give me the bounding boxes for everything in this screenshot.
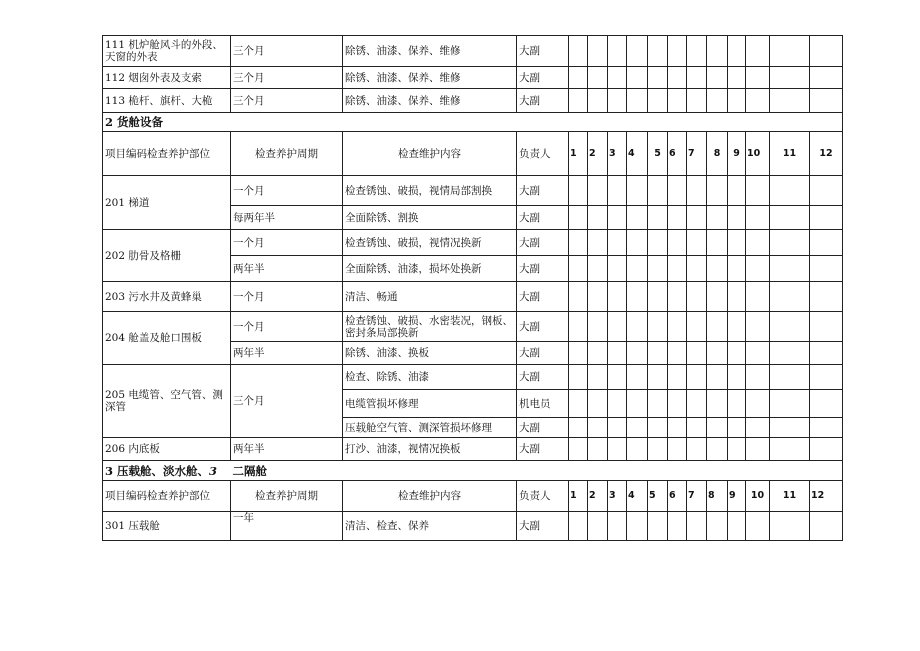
month-cell — [746, 365, 770, 390]
content-cell: 除锈、油漆、保养、维修 — [343, 89, 517, 113]
month-cell — [668, 176, 687, 206]
month-cell — [770, 176, 810, 206]
month-cell — [810, 418, 843, 438]
section-title: 2 货舱设备 — [103, 113, 231, 132]
month-cell — [648, 230, 668, 256]
month-cell — [728, 282, 746, 312]
month-header: 5 — [648, 132, 668, 176]
month-cell — [588, 418, 608, 438]
month-cell — [569, 67, 588, 89]
month-cell — [588, 390, 608, 418]
header-owner: 负责人 — [517, 132, 569, 176]
month-cell — [770, 418, 810, 438]
month-cell — [810, 176, 843, 206]
owner-cell: 大副 — [517, 89, 569, 113]
month-cell — [770, 365, 810, 390]
maintenance-table — [102, 35, 843, 541]
month-cell — [728, 176, 746, 206]
month-cell — [728, 67, 746, 89]
month-cell — [687, 230, 707, 256]
content-cell: 打沙、油漆，视情况换板 — [343, 438, 517, 461]
content-cell: 检查锈蚀、破损，视情况换新 — [343, 230, 517, 256]
month-cell — [770, 89, 810, 113]
section-title-cont: 二隔舱 — [231, 461, 343, 481]
month-cell — [687, 438, 707, 461]
month-cell — [770, 230, 810, 256]
month-cell — [648, 390, 668, 418]
month-cell — [810, 312, 843, 342]
table-row — [103, 67, 843, 89]
item-cell: 206 内底板 — [103, 438, 231, 461]
month-cell — [608, 256, 627, 282]
table-row — [103, 36, 843, 67]
month-cell — [746, 390, 770, 418]
content-cell: 检查锈蚀、破损、水密装况，钢板、密封条局部换新 — [343, 312, 517, 342]
item-cell: 111 机炉舱风斗的外段、天窗的外表 — [103, 36, 231, 67]
month-cell — [627, 438, 648, 461]
month-cell — [770, 256, 810, 282]
month-header: 11 — [770, 132, 810, 176]
month-cell — [608, 418, 627, 438]
month-cell — [707, 230, 728, 256]
month-header: 1 — [569, 481, 588, 512]
month-cell — [810, 256, 843, 282]
month-cell — [668, 67, 687, 89]
period-cell: 一个月 — [231, 230, 343, 256]
month-cell — [746, 418, 770, 438]
month-cell — [746, 206, 770, 230]
owner-cell: 大副 — [517, 342, 569, 365]
month-cell — [668, 282, 687, 312]
month-cell — [668, 342, 687, 365]
month-cell — [648, 365, 668, 390]
month-cell — [707, 312, 728, 342]
month-cell — [728, 256, 746, 282]
month-cell — [687, 67, 707, 89]
month-cell — [627, 282, 648, 312]
month-cell — [648, 312, 668, 342]
month-cell — [569, 89, 588, 113]
month-cell — [569, 418, 588, 438]
month-cell — [569, 512, 588, 541]
month-header: 8 — [707, 481, 728, 512]
period-cell: 三个月 — [231, 67, 343, 89]
month-cell — [608, 67, 627, 89]
content-cell: 压载舱空气管、测深管损坏修理 — [343, 418, 517, 438]
month-cell — [770, 36, 810, 67]
month-cell — [687, 312, 707, 342]
month-cell — [687, 282, 707, 312]
content-cell: 除锈、油漆、保养、维修 — [343, 36, 517, 67]
month-cell — [627, 390, 648, 418]
header-content: 检查维护内容 — [343, 481, 517, 512]
month-cell — [588, 342, 608, 365]
month-cell — [728, 438, 746, 461]
month-cell — [810, 365, 843, 390]
content-cell: 除锈、油漆、保养、维修 — [343, 67, 517, 89]
header-item: 项目编码检查养护部位 — [103, 481, 231, 512]
month-cell — [728, 89, 746, 113]
month-cell — [648, 89, 668, 113]
month-cell — [627, 176, 648, 206]
month-cell — [608, 36, 627, 67]
month-cell — [810, 512, 843, 541]
owner-cell: 大副 — [517, 312, 569, 342]
month-cell — [627, 365, 648, 390]
owner-cell: 机电员 — [517, 390, 569, 418]
item-cell: 201 梯道 — [103, 176, 231, 230]
month-cell — [627, 312, 648, 342]
month-cell — [687, 206, 707, 230]
month-cell — [728, 418, 746, 438]
month-cell — [588, 206, 608, 230]
month-header: 2 — [588, 132, 608, 176]
month-header: 10 — [746, 481, 770, 512]
month-header: 11 — [770, 481, 810, 512]
month-header: 2 — [588, 481, 608, 512]
month-cell — [608, 342, 627, 365]
item-cell: 301 压载舱 — [103, 512, 231, 541]
month-header: 3 — [608, 132, 627, 176]
owner-cell: 大副 — [517, 36, 569, 67]
month-cell — [707, 256, 728, 282]
month-cell — [608, 365, 627, 390]
content-cell: 电缆管损坏修理 — [343, 390, 517, 418]
month-cell — [608, 206, 627, 230]
month-header: 10 — [746, 132, 770, 176]
month-header: 1 — [569, 132, 588, 176]
month-cell — [770, 67, 810, 89]
month-cell — [810, 282, 843, 312]
period-cell: 一个月 — [231, 282, 343, 312]
month-cell — [687, 390, 707, 418]
month-cell — [770, 312, 810, 342]
owner-cell: 大副 — [517, 365, 569, 390]
month-cell — [728, 512, 746, 541]
month-cell — [648, 256, 668, 282]
month-cell — [588, 365, 608, 390]
period-cell: 一个月 — [231, 312, 343, 342]
month-cell — [627, 89, 648, 113]
month-cell — [627, 67, 648, 89]
month-cell — [569, 312, 588, 342]
month-cell — [648, 418, 668, 438]
month-cell — [668, 206, 687, 230]
period-cell: 两年半 — [231, 438, 343, 461]
month-cell — [707, 89, 728, 113]
month-cell — [648, 206, 668, 230]
month-cell — [668, 390, 687, 418]
owner-cell: 大副 — [517, 438, 569, 461]
table-row — [103, 438, 843, 461]
month-cell — [707, 176, 728, 206]
header-row — [103, 481, 843, 512]
month-cell — [569, 256, 588, 282]
month-cell — [588, 282, 608, 312]
month-cell — [569, 176, 588, 206]
month-cell — [627, 512, 648, 541]
section-title: 3 压载舱、淡水舱、3 — [103, 461, 231, 481]
section-row — [103, 113, 843, 132]
month-header: 12 — [810, 132, 843, 176]
month-cell — [707, 206, 728, 230]
month-cell — [588, 312, 608, 342]
period-cell: 两年半 — [231, 256, 343, 282]
owner-cell: 大副 — [517, 176, 569, 206]
owner-cell: 大副 — [517, 206, 569, 230]
month-header: 7 — [687, 481, 707, 512]
month-cell — [648, 176, 668, 206]
month-header: 4 — [627, 132, 648, 176]
table-row — [103, 282, 843, 312]
month-cell — [728, 230, 746, 256]
month-cell — [707, 438, 728, 461]
month-cell — [687, 89, 707, 113]
month-header: 6 — [668, 132, 687, 176]
month-cell — [569, 206, 588, 230]
month-cell — [569, 342, 588, 365]
header-item: 项目编码检查养护部位 — [103, 132, 231, 176]
content-cell: 除锈、油漆、换板 — [343, 342, 517, 365]
month-cell — [746, 89, 770, 113]
month-cell — [608, 312, 627, 342]
month-cell — [668, 512, 687, 541]
month-cell — [648, 512, 668, 541]
table-row — [103, 176, 843, 206]
month-cell — [627, 418, 648, 438]
month-cell — [707, 512, 728, 541]
month-cell — [608, 390, 627, 418]
month-cell — [707, 342, 728, 365]
month-cell — [608, 230, 627, 256]
content-cell: 检查、除锈、油漆 — [343, 365, 517, 390]
month-cell — [588, 67, 608, 89]
month-cell — [728, 342, 746, 365]
month-header: 9 — [728, 132, 746, 176]
owner-cell: 大副 — [517, 67, 569, 89]
item-cell: 113 桅杆、旗杆、大桅 — [103, 89, 231, 113]
month-cell — [728, 206, 746, 230]
content-cell: 全面除锈、油漆，损坏处换新 — [343, 256, 517, 282]
month-cell — [707, 67, 728, 89]
month-cell — [810, 206, 843, 230]
month-cell — [687, 256, 707, 282]
month-cell — [627, 256, 648, 282]
month-header: 3 — [608, 481, 627, 512]
month-cell — [707, 418, 728, 438]
month-cell — [687, 418, 707, 438]
month-cell — [668, 89, 687, 113]
month-cell — [648, 438, 668, 461]
header-period: 检查养护周期 — [231, 481, 343, 512]
month-cell — [588, 176, 608, 206]
month-header: 4 — [627, 481, 648, 512]
month-cell — [746, 176, 770, 206]
month-cell — [668, 365, 687, 390]
month-cell — [746, 512, 770, 541]
item-cell: 204 舱盖及舱口围板 — [103, 312, 231, 365]
table-row — [103, 512, 843, 541]
month-cell — [728, 312, 746, 342]
month-cell — [810, 342, 843, 365]
month-cell — [668, 418, 687, 438]
month-cell — [588, 256, 608, 282]
month-cell — [687, 36, 707, 67]
content-cell: 检查锈蚀、破损，视情局部割换 — [343, 176, 517, 206]
item-cell: 202 肋骨及格栅 — [103, 230, 231, 282]
month-header: 9 — [728, 481, 746, 512]
month-cell — [588, 438, 608, 461]
month-cell — [728, 390, 746, 418]
period-cell: 三个月 — [231, 36, 343, 67]
item-cell: 112 烟囱外表及支索 — [103, 67, 231, 89]
item-cell: 205 电缆管、空气管、测深管 — [103, 365, 231, 438]
month-cell — [770, 206, 810, 230]
month-cell — [687, 365, 707, 390]
header-row — [103, 132, 843, 176]
month-header: 5 — [648, 481, 668, 512]
month-cell — [668, 36, 687, 67]
period-cell: 三个月 — [231, 89, 343, 113]
month-cell — [746, 312, 770, 342]
month-cell — [627, 36, 648, 67]
table-row — [103, 312, 843, 342]
item-cell: 203 污水井及黄蜂巢 — [103, 282, 231, 312]
month-cell — [746, 230, 770, 256]
month-cell — [810, 36, 843, 67]
table-row — [103, 89, 843, 113]
month-cell — [668, 438, 687, 461]
month-cell — [687, 176, 707, 206]
month-cell — [746, 67, 770, 89]
month-cell — [746, 438, 770, 461]
month-header: 12 — [810, 481, 843, 512]
month-cell — [648, 36, 668, 67]
month-cell — [746, 36, 770, 67]
month-cell — [707, 36, 728, 67]
month-header: 8 — [707, 132, 728, 176]
month-cell — [648, 67, 668, 89]
month-cell — [608, 89, 627, 113]
month-cell — [770, 438, 810, 461]
header-period: 检查养护周期 — [231, 132, 343, 176]
month-cell — [707, 390, 728, 418]
month-cell — [569, 230, 588, 256]
month-cell — [810, 67, 843, 89]
owner-cell: 大副 — [517, 512, 569, 541]
month-cell — [668, 256, 687, 282]
owner-cell: 大副 — [517, 230, 569, 256]
month-header: 7 — [687, 132, 707, 176]
owner-cell: 大副 — [517, 256, 569, 282]
month-cell — [746, 342, 770, 365]
owner-cell: 大副 — [517, 282, 569, 312]
month-cell — [608, 176, 627, 206]
month-cell — [627, 230, 648, 256]
section-row — [103, 461, 843, 481]
month-cell — [588, 89, 608, 113]
period-cell: 三个月 — [231, 365, 343, 438]
month-cell — [608, 438, 627, 461]
period-cell: 两年半 — [231, 342, 343, 365]
month-cell — [648, 282, 668, 312]
month-cell — [810, 89, 843, 113]
header-content: 检查维护内容 — [343, 132, 517, 176]
content-cell: 全面除锈、割换 — [343, 206, 517, 230]
month-cell — [770, 390, 810, 418]
header-owner: 负责人 — [517, 481, 569, 512]
content-cell: 清洁、检查、保养 — [343, 512, 517, 541]
month-cell — [627, 206, 648, 230]
content-cell: 清洁、畅通 — [343, 282, 517, 312]
month-cell — [569, 390, 588, 418]
table-row — [103, 230, 843, 256]
month-cell — [608, 282, 627, 312]
month-cell — [588, 512, 608, 541]
owner-cell: 大副 — [517, 418, 569, 438]
month-cell — [770, 512, 810, 541]
month-cell — [728, 365, 746, 390]
month-cell — [588, 36, 608, 67]
period-cell: 一年 — [231, 512, 343, 541]
month-cell — [810, 438, 843, 461]
month-cell — [668, 230, 687, 256]
period-cell: 每两年半 — [231, 206, 343, 230]
month-cell — [569, 438, 588, 461]
month-cell — [707, 282, 728, 312]
month-cell — [746, 282, 770, 312]
month-cell — [746, 256, 770, 282]
month-cell — [627, 342, 648, 365]
month-cell — [707, 365, 728, 390]
month-cell — [687, 342, 707, 365]
table-row — [103, 365, 843, 390]
month-cell — [687, 512, 707, 541]
month-cell — [648, 342, 668, 365]
month-cell — [770, 342, 810, 365]
month-cell — [810, 390, 843, 418]
period-cell: 一个月 — [231, 176, 343, 206]
month-cell — [810, 230, 843, 256]
month-cell — [569, 36, 588, 67]
month-cell — [770, 282, 810, 312]
month-cell — [569, 282, 588, 312]
month-header: 6 — [668, 481, 687, 512]
month-cell — [569, 365, 588, 390]
month-cell — [728, 36, 746, 67]
month-cell — [608, 512, 627, 541]
month-cell — [588, 230, 608, 256]
month-cell — [668, 312, 687, 342]
